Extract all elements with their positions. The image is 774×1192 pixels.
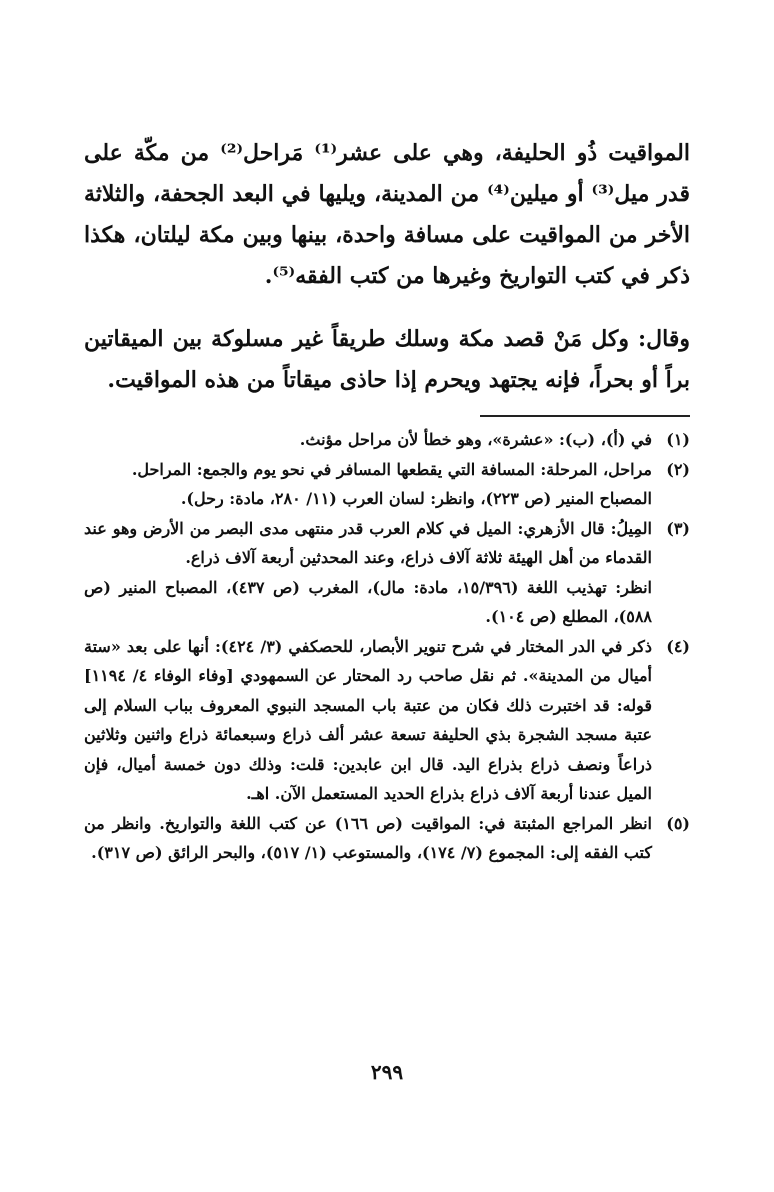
footnote-divider — [480, 415, 690, 417]
footnote-body — [84, 455, 652, 514]
footnote-number: (١) — [666, 430, 690, 449]
footnote-source: المصباح المنير (ص ٢٢٣)، وانظر: لسان العرب (١١/ ٢٨٠، مادة: رحل). — [180, 489, 652, 508]
footnote-source: انظر: تهذيب اللغة (١٥/٣٩٦، مادة: مال)، المغرب (ص ٤٣٧)، المصباح المنير (ص ٥٨٨)، المطلع (ص ١٠٤). — [84, 577, 653, 626]
footnote-text: في (أ)، (ب): «عشرة»، وهو خطأ لأن مراحل مؤنث. — [299, 430, 652, 449]
footnote-body — [84, 425, 652, 455]
footnote-body — [84, 514, 652, 632]
page-number: ٢٩٩ — [370, 1060, 404, 1084]
footnote-number: (٥) — [666, 813, 690, 833]
footnote-text: المِيلُ: قال الأزهري: الميل في كلام العرب قدر منتهى مدى البصر من الأرض وهو عند القدماء من أهل الهيئة ثلاثة آلاف ذراع، وعند المحدثين أربعة آلاف ذراع. — [84, 518, 652, 567]
main-paragraph-2: وقال: وكل مَنْ قصد مكة وسلك طريقاً غير مسلوكة بين الميقاتين براً أو بحراً، فإنه يجتهد ويحرم إذا حاذى ميقاتاً من هذه المواقيت. — [84, 326, 690, 393]
footnote-5 — [84, 809, 690, 868]
footnote-1 — [84, 425, 690, 455]
footnote-text: انظر المراجع المثبتة في: المواقيت (ص ١٦٦) عن كتب اللغة والتواريخ. وانظر من كتب الفقه إلى: المجموع (٧/ ١٧٤)، والمستوعب (١/ ٥١٧)، والبحر الرائق (ص ٣١٧). — [84, 813, 653, 862]
footnote-2 — [84, 455, 690, 514]
footnote-number: (٢) — [666, 459, 690, 479]
footnote-3 — [84, 514, 690, 632]
footnote-4 — [84, 632, 690, 809]
footnote-text: ذكر في الدر المختار في شرح تنوير الأبصار، للحصكفي (٣/ ٤٢٤): أنها على بعد «ستة أميال من المدينة». ثم نقل صاحب رد المحتار عن السمهودي [وفاء الوفاء ٤/ ١١٩٤] قوله: قد اختبرت ذلك فكان من عتبة باب المسجد النبوي المعروف بباب السلام إلى عتبة مسجد الشجرة بذي الحليفة تسعة عشر ألف ذراع وسبعمائة ذراع واثنين وثلاثين ذراعاً ونصف ذراع بذراع اليد. قال ابن عابدين: قلت: وذلك دون خمسة أميال، فإن الميل عندنا أربعة آلاف ذراع بذراع الحديد المستعمل الآن. اهـ. — [84, 636, 653, 803]
footnote-text: مراحل، المرحلة: المسافة التي يقطعها المسافر في نحو يوم والجمع: المراحل. — [131, 459, 652, 479]
main-paragraph-1: المواقيت ذُو الحليفة، وهي على عشر⁽¹⁾ مَراحل⁽²⁾ من مكّة على قدر ميل⁽³⁾ أو ميلين⁽⁴⁾ من المدينة، ويليها في البعد الجحفة، والثلاثة الأخر من المواقيت على مسافة واحدة، بينها وبين مكة ليلتان، هكذا ذكر في كتب التواريخ وغيرها من كتب الفقه⁽⁵⁾. — [84, 140, 690, 289]
footnote-body — [84, 809, 652, 868]
footnotes — [84, 425, 690, 868]
footnote-number: (٣) — [666, 518, 690, 538]
footnote-number: (٤) — [666, 636, 690, 656]
main-text — [84, 133, 690, 401]
footnote-body — [84, 632, 652, 809]
